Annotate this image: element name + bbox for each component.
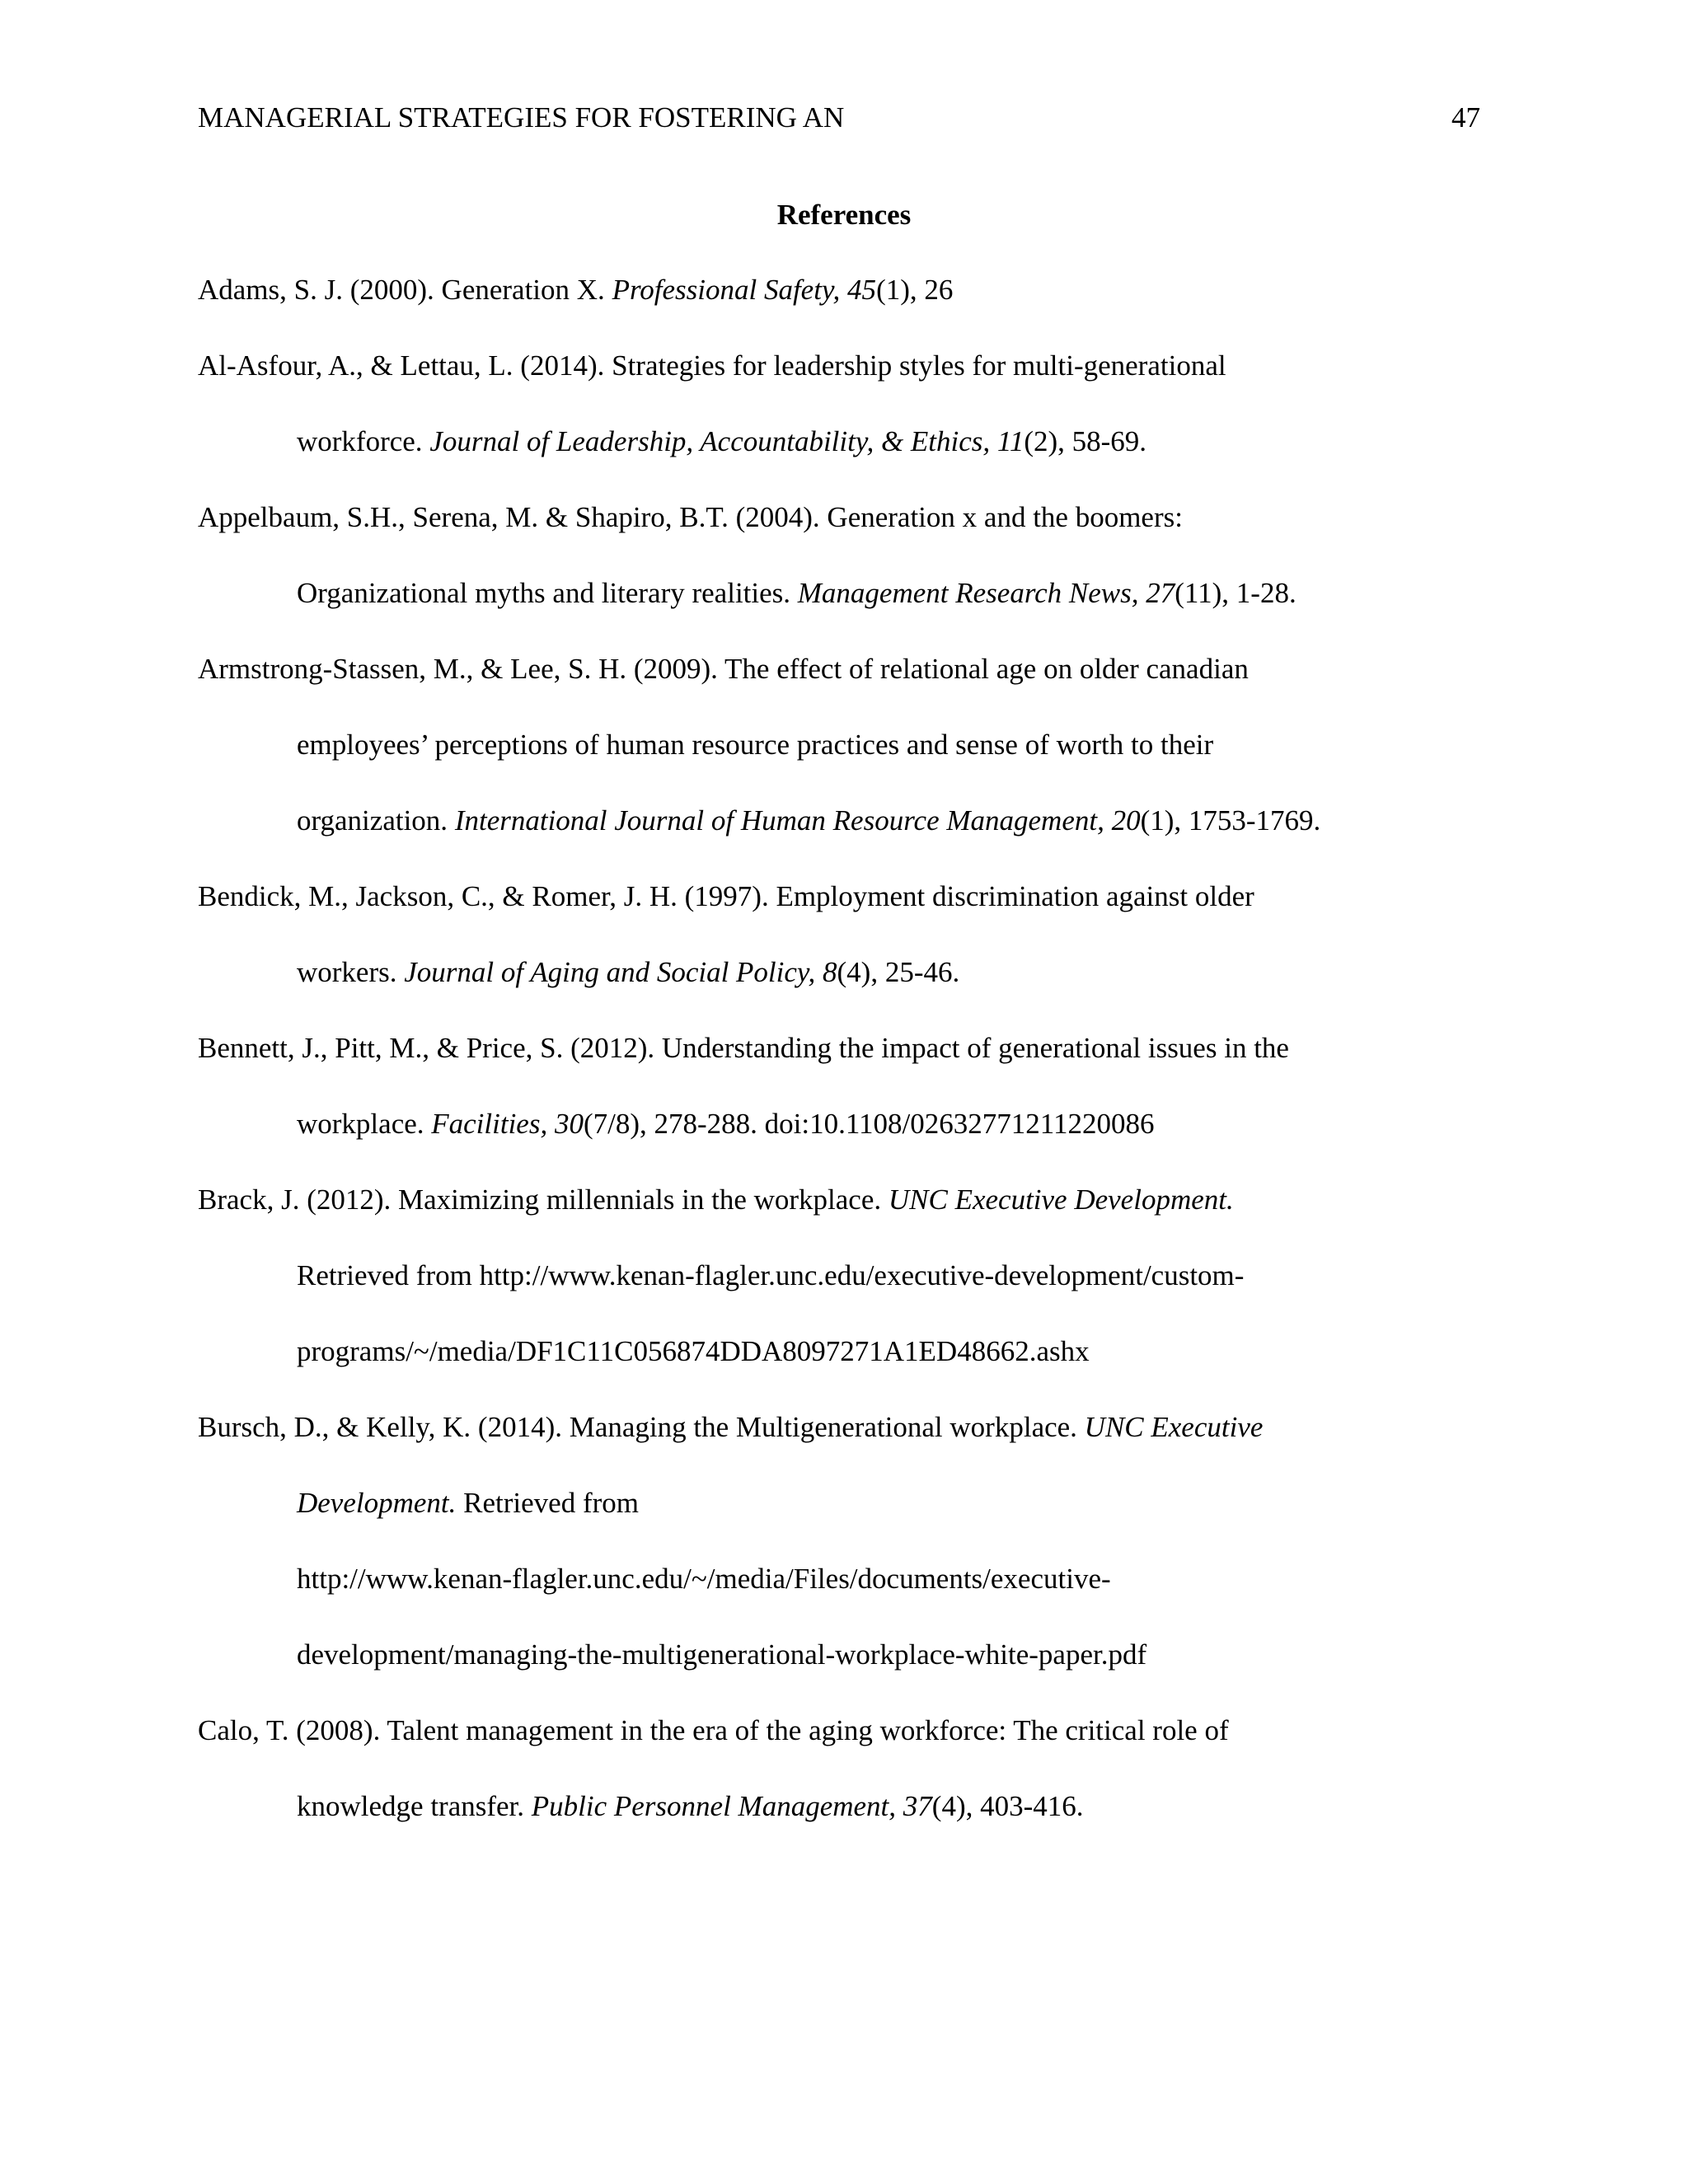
reference-italic-text: International Journal of Human Resource Management, 20	[454, 804, 1141, 837]
reference-line	[198, 497, 1517, 573]
reference-entry	[198, 269, 1517, 345]
reference-text: Appelbaum, S.H., Serena, M. & Shapiro, B.T. (2004). Generation x and the boomers:	[198, 501, 1183, 533]
reference-entry	[198, 497, 1517, 649]
reference-italic-text: Public Personnel Management, 37	[531, 1790, 932, 1822]
reference-italic-text: Journal of Leadership, Accountability, & Ethics, 11	[429, 425, 1025, 457]
reference-text: Retrieved from	[456, 1487, 639, 1519]
reference-italic-text: Journal of Aging and Social Policy, 8	[404, 956, 837, 988]
reference-text: Bursch, D., & Kelly, K. (2014). Managing the Multigenerational workplace.	[198, 1411, 1085, 1443]
reference-line	[198, 1634, 1517, 1710]
reference-text: Brack, J. (2012). Maximizing millennials in the workplace.	[198, 1183, 889, 1216]
reference-entry	[198, 876, 1517, 1028]
reference-text: (4), 25-46.	[837, 956, 960, 988]
reference-line	[198, 1558, 1517, 1634]
reference-entry	[198, 1179, 1517, 1407]
reference-entry	[198, 649, 1517, 876]
reference-text: workers.	[297, 956, 405, 988]
reference-text: http://www.kenan-flagler.unc.edu/~/media/Files/documents/executive-	[297, 1563, 1111, 1595]
reference-line	[198, 1786, 1517, 1862]
reference-text: (1), 1753-1769.	[1140, 804, 1321, 837]
references-heading: References	[776, 199, 912, 231]
reference-line	[198, 269, 1517, 345]
reference-text: (1), 26	[876, 274, 954, 306]
reference-line	[198, 876, 1517, 952]
reference-text: (7/8), 278-288. doi:10.1108/02632771211220086	[583, 1108, 1155, 1140]
reference-line	[198, 1179, 1517, 1255]
reference-line	[198, 952, 1517, 1028]
reference-italic-text: UNC Executive Development.	[888, 1183, 1234, 1216]
reference-line	[198, 1028, 1517, 1104]
reference-text: Retrieved from http://www.kenan-flagler.unc.edu/executive-development/custom-	[297, 1259, 1245, 1291]
reference-line	[198, 649, 1517, 724]
reference-text: Bennett, J., Pitt, M., & Price, S. (2012). Understanding the impact of generational issues in the	[198, 1032, 1289, 1064]
reference-text: knowledge transfer.	[297, 1790, 532, 1822]
reference-line	[198, 1331, 1517, 1407]
reference-italic-text: Development.	[297, 1487, 457, 1519]
reference-entry	[198, 1710, 1517, 1862]
reference-line	[198, 724, 1517, 800]
reference-text: workforce.	[297, 425, 430, 457]
reference-text: development/managing-the-multigenerational-workplace-white-paper.pdf	[297, 1638, 1147, 1671]
reference-line	[198, 345, 1517, 421]
reference-text: Calo, T. (2008). Talent management in the era of the aging workforce: The critical role of	[198, 1714, 1229, 1746]
page-number: 47	[1451, 101, 1480, 134]
reference-italic-text: Professional Safety, 45	[612, 274, 877, 306]
reference-text: Adams, S. J. (2000). Generation X.	[198, 274, 612, 306]
reference-italic-text: UNC Executive	[1084, 1411, 1264, 1443]
reference-list	[198, 269, 1517, 1862]
reference-line	[198, 1104, 1517, 1179]
reference-text: organization.	[297, 804, 455, 837]
reference-line	[198, 1710, 1517, 1786]
reference-text: Al-Asfour, A., & Lettau, L. (2014). Strategies for leadership styles for multi-generational	[198, 349, 1226, 382]
reference-line	[198, 1483, 1517, 1558]
reference-text: Armstrong-Stassen, M., & Lee, S. H. (2009). The effect of relational age on older canadian	[198, 653, 1249, 685]
reference-entry	[198, 1407, 1517, 1710]
reference-text: programs/~/media/DF1C11C056874DDA8097271A1ED48662.ashx	[297, 1335, 1090, 1367]
reference-entry	[198, 345, 1517, 497]
reference-italic-text: Facilities, 30	[431, 1108, 584, 1140]
running-head: MANAGERIAL STRATEGIES FOR FOSTERING AN	[198, 101, 845, 134]
reference-italic-text: Management Research News, 27	[797, 577, 1175, 609]
reference-line	[198, 1255, 1517, 1331]
reference-text: employees’ perceptions of human resource practices and sense of worth to their	[297, 729, 1214, 761]
reference-line	[198, 573, 1517, 649]
reference-entry	[198, 1028, 1517, 1179]
reference-line	[198, 800, 1517, 876]
reference-text: Organizational myths and literary realities.	[297, 577, 798, 609]
reference-line	[198, 421, 1517, 497]
reference-text: Bendick, M., Jackson, C., & Romer, J. H. (1997). Employment discrimination against older	[198, 880, 1254, 912]
reference-text: (11), 1-28.	[1175, 577, 1296, 609]
reference-text: workplace.	[297, 1108, 432, 1140]
reference-text: (4), 403-416.	[931, 1790, 1084, 1822]
reference-text: (2), 58-69.	[1024, 425, 1147, 457]
reference-line	[198, 1407, 1517, 1483]
